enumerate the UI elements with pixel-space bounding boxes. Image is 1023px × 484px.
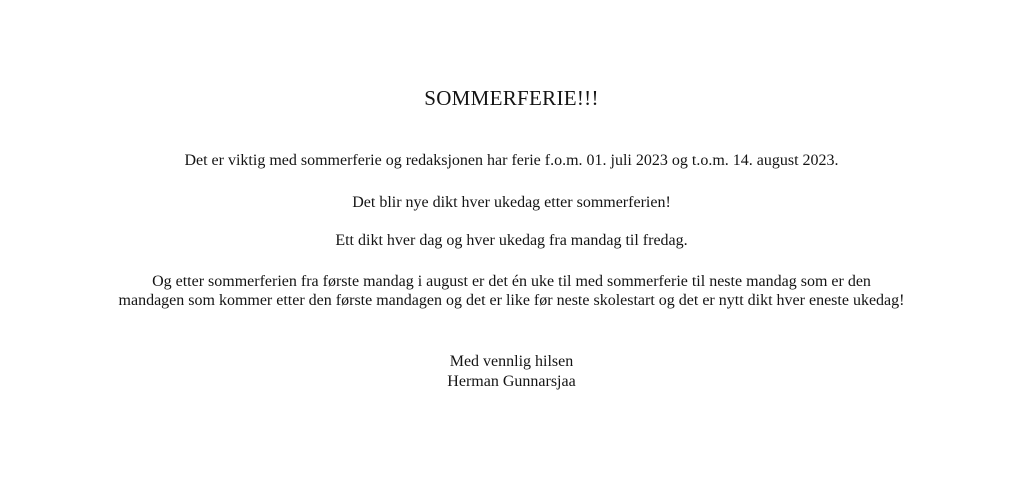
signature-greeting: Med vennlig hilsen [449, 353, 574, 370]
signature-name: Herman Gunnarsjaa [447, 373, 576, 390]
paragraph-vacation-dates: Det er viktig med sommerferie og redaksjonen har ferie f.o.m. 01. juli 2023 og t.o.m. 14. august 2023. [184, 152, 839, 169]
paragraph-new-poems: Det blir nye dikt hver ukedag etter sommerferien! [352, 194, 671, 211]
announcement-content [72, 0, 952, 392]
paragraph-after-vacation-line1: Og etter sommerferien fra første mandag i august er det én uke til med sommerferie til neste mandag som er den [152, 273, 871, 290]
signature-block [72, 352, 952, 392]
paragraph-after-vacation-line2: mandagen som kommer etter den første mandagen og det er like før neste skolestart og det er nytt dikt hver eneste ukedag! [118, 292, 905, 309]
paragraph-after-vacation [72, 272, 952, 310]
paragraph-one-poem-per-day: Ett dikt hver dag og hver ukedag fra mandag til fredag. [335, 232, 688, 249]
page-title: SOMMERFERIE!!! [424, 86, 599, 110]
